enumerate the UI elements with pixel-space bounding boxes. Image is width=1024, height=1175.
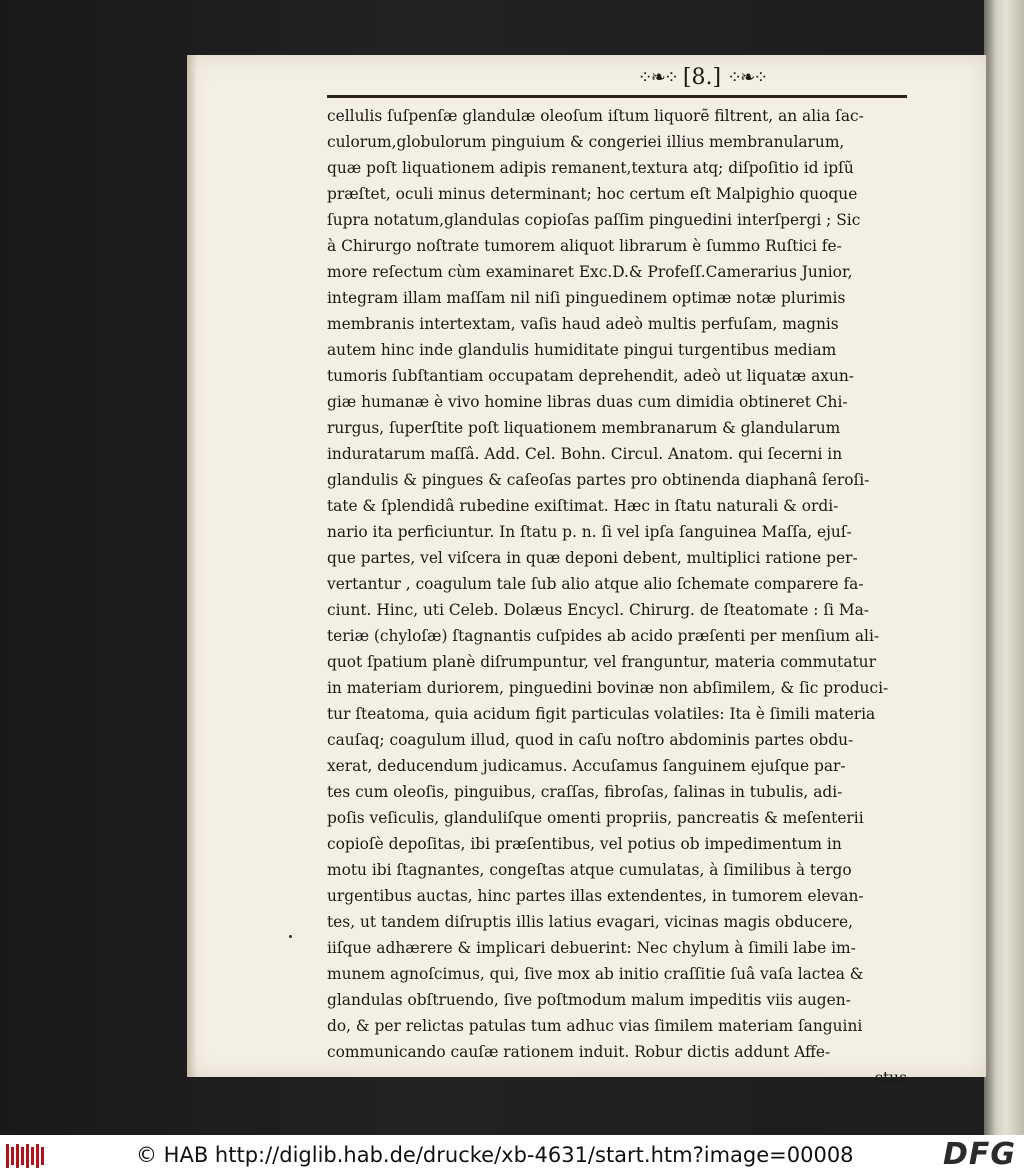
text-line: ciunt. Hinc, uti Celeb. Dolæus Encycl. Chirurg. de ſteatomate : ſi Ma- [327,601,869,619]
catchword: ctus [874,1069,907,1087]
text-line: cauſaq; coagulum illud, quod in caſu noſtro abdominis partes obdu- [327,731,854,749]
viewer-footer [0,1135,1024,1175]
text-line: quot ſpatium planè diſrumpuntur, vel franguntur, materia commutatur [327,653,876,671]
text-line: tes, ut tandem diſruptis illis latius evagari, vicinas magis obducere, [327,913,853,931]
text-line: glandulis & pingues & caſeoſas partes pro obtinenda diaphanâ ſeroſi- [327,471,870,489]
text-line: quæ poſt liquationem adipis remanent,textura atq; diſpoſitio id ipſũ [327,159,854,177]
header-rule [327,95,907,98]
text-line: iiſque adhærere & implicari debuerint: Nec chylum à ſimili labe im- [327,939,856,957]
text-line: membranis intertextam, vaſis haud adeò multis perfuſam, magnis [327,315,839,333]
text-line: à Chirurgo noſtrate tumorem aliquot librarum è ſummo Ruſtici fe- [327,237,842,255]
text-line: in materiam duriorem, pinguedini bovinæ non abſimilem, & ſic produci- [327,679,889,697]
text-line: copioſè depoſitas, ibi præſentibus, vel potius ob impedimentum in [327,835,842,853]
text-line: urgentibus auctas, hinc partes illas extendentes, in tumorem elevan- [327,887,864,905]
text-line: tes cum oleoſis, pinguibus, craſſas, fibroſas, ſalinas in tubulis, adi- [327,783,843,801]
document-page [187,55,986,1087]
text-line: autem hinc inde glandulis humiditate pingui turgentibus mediam [327,341,837,359]
text-line: præſtet, oculi minus determinant; hoc certum eſt Malpighio quoque [327,185,858,203]
text-line: tate & ſplendidâ rubedine exiſtimat. Hæc in ſtatu naturali & ordi- [327,497,839,515]
text-line: poſis veſiculis, glanduliſque omenti propriis, pancreatis & meſenterii [327,809,864,827]
text-line: que partes, vel viſcera in quæ deponi debent, multiplici ratione per- [327,549,858,567]
dfg-logo: DFG [942,1137,1016,1172]
text-line: tur ſteatoma, quia acidum figit particulas volatiles: Ita è ſimili materia [327,705,876,723]
text-line: munem agnoſcimus, qui, ſive mox ab initio craſſitie ſuâ vaſa lactea & [327,965,864,983]
text-line: teriæ (chyloſæ) ſtagnantis cuſpides ab acido præſenti per menſium ali- [327,627,880,645]
text-line: communicando cauſæ rationem induit. Robur dictis addunt Affe- [327,1043,831,1061]
ornament-right-icon: ⁘❧⁘ [727,66,767,88]
text-line: nario ita perficiuntur. In ſtatu p. n. ſi vel ipſa ſanguinea Maſſa, ejuſ- [327,523,852,541]
text-line: rurgus, ſuperſtite poſt liquationem membranarum & glandularum [327,419,841,437]
text-line: tumoris ſubſtantiam occupatam deprehendit, adeò ut liquatæ axun- [327,367,854,385]
ornament-left-icon: ⁘❧⁘ [637,66,677,88]
library-logo-icon [6,1144,46,1168]
text-line: cellulis ſuſpenſæ glandulæ oleoſum iſtum liquorẽ filtrent, an alia ſac- [327,107,864,125]
text-line: giæ humanæ è vivo homine libras duas cum dimidia obtineret Chi- [327,393,848,411]
text-line: ſupra notatum,glandulas copioſas paſſim pinguedini interſpergi ; Sic [327,211,861,229]
body-text [327,103,907,1091]
text-line: integram illam maſſam nil niſi pinguedinem optimæ notæ plurimis [327,289,846,307]
text-line: induratarum maſſâ. Add. Cel. Bohn. Circul. Anatom. qui ſecerni in [327,445,843,463]
text-line: culorum,globulorum pinguium & congeriei illius membranularum, [327,133,845,151]
copyright-link[interactable]: © HAB http://diglib.hab.de/drucke/xb-4631/start.htm?image=00008 [136,1143,854,1167]
text-line: glandulas obſtruendo, ſive poſtmodum malum impeditis viis augen- [327,991,851,1009]
page-number: [8.] [682,64,722,90]
text-line: do, & per relictas patulas tum adhuc vias ſimilem materiam ſanguini [327,1017,863,1035]
text-line: more reſectum cùm examinaret Exc.D.& Profeſſ.Camerarius Junior, [327,263,853,281]
text-line: vertantur , coagulum tale ſub alio atque alio ſchemate comparere fa- [327,575,864,593]
text-line: xerat, deducendum judicamus. Accuſamus ſanguinem ejuſque par- [327,757,846,775]
page-header [507,63,897,91]
paper-speck [289,935,292,938]
text-line: motu ibi ſtagnantes, congeſtas atque cumulatas, à ſimilibus à tergo [327,861,852,879]
book-edge [984,0,1024,1135]
